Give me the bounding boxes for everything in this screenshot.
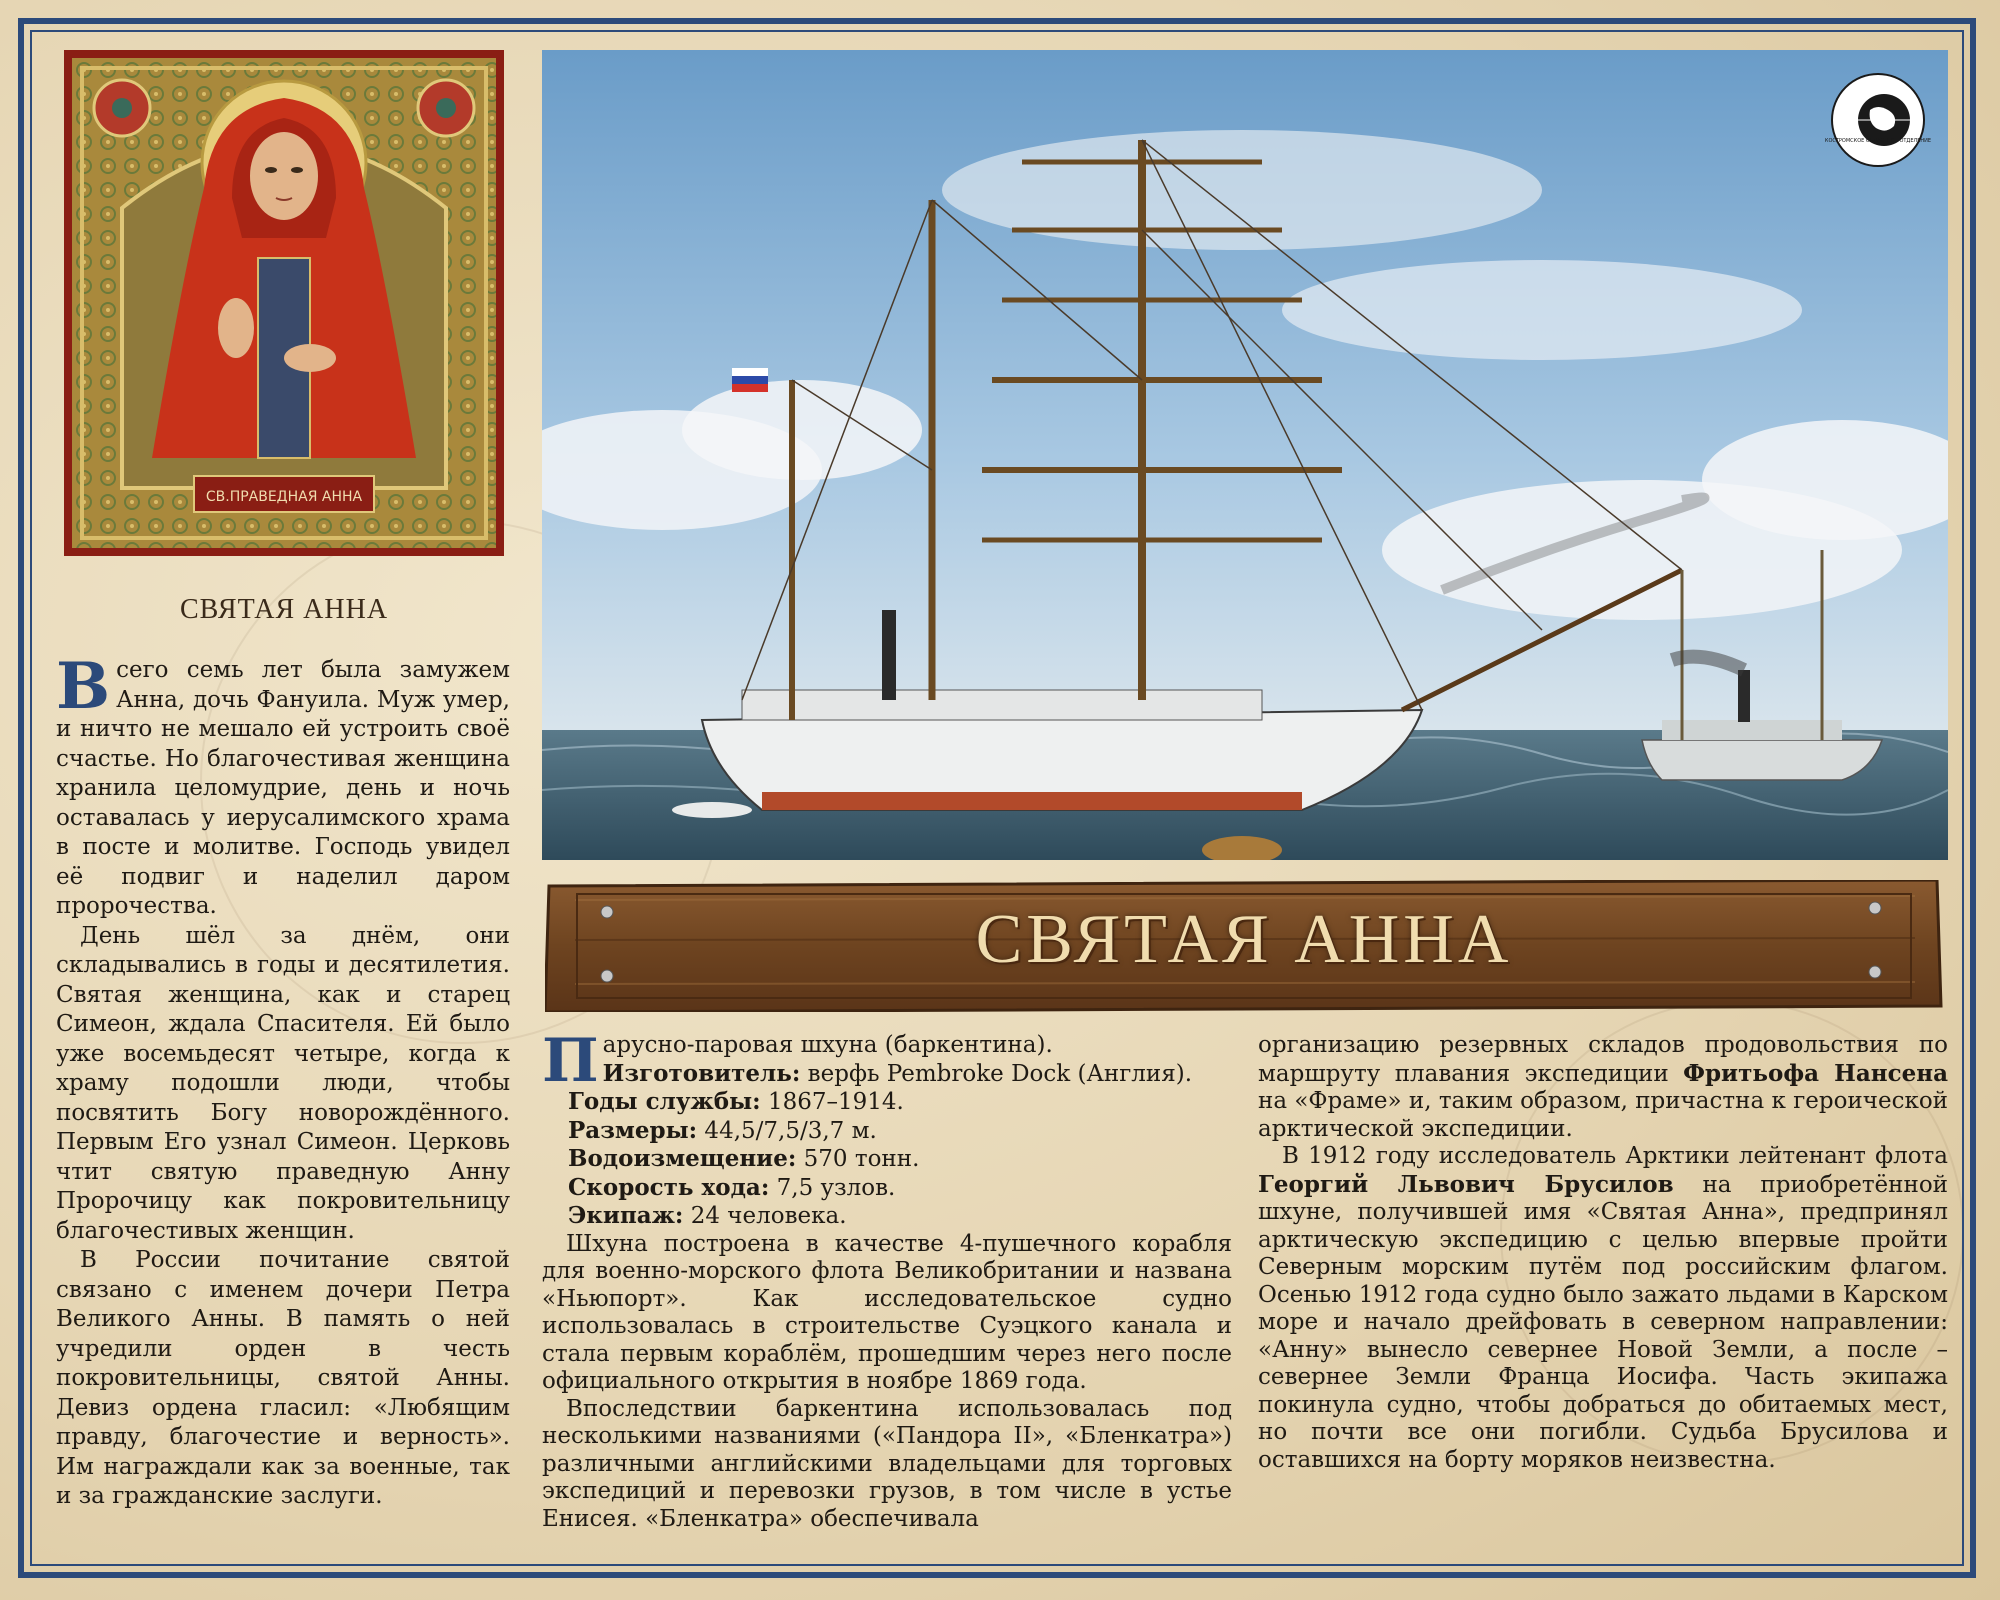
ship-intro: Парусно-паровая шхуна (баркентина). <box>542 1026 1053 1096</box>
drop-cap: В <box>56 649 111 724</box>
drop-cap: П <box>542 1026 599 1096</box>
spec-row: Водоизмещение: 570 тонн. <box>568 1145 920 1172</box>
spec-row: Скорость хода: 7,5 узлов. <box>568 1173 896 1201</box>
ship-painting <box>542 50 1948 860</box>
spec-row: Размеры: 44,5/7,5/3,7 м. <box>568 1116 877 1144</box>
left-paragraph-2: День шёл за днём, они складывались в годы и десятилетия. Святая женщина, как и старец Симеон, ждала Спасителя. Ей было уже восемьдесят четыре, когда к храму подошли люди, чтобы посвятить Богу новорождённого. Первым Его узнал Симеон. Церковь чтит святую праведную Анну Пророчицу как покровительницу благочестивых женщин. <box>56 922 510 1244</box>
icon-painting <box>72 58 496 548</box>
expedition-paragraph-2: В 1912 году исследователь Арктики лейтенант флота Георгий Львович Брусилов на приобретённой шхуне, получившей имя «Святая Анна», предпринял арктическую экспедицию с целью впервые пройти Северным морским путём под российским флагом. Осенью 1912 года судно было зажато льдами в Карском море и начало дрейфовать в северном направлении: «Анну» вынесло севернее Новой Земли, а после – севернее Земли Франца Иосифа. Часть экипажа покинула судно, чтобы добраться до обитаемых мест, но почти все они погибли. Судьба Брусилова и оставшихся на борту моряков неизвестна. <box>1258 1143 1948 1473</box>
geographic-society-logo <box>1828 70 1928 170</box>
ship-paragraph-1: Шхуна построена в качестве 4-пушечного корабля для военно-морского флота Великобритании и названа «Ньюпорт». Как исследовательское судно использовалась в строительстве Суэцкого канала и стала первым кораблём, прошедшим через него после официального открытия в ноябре 1869 года. <box>542 1230 1232 1394</box>
icon-inscription: СВ.ПРАВЕДНАЯ АННА <box>205 489 363 505</box>
ship-description-column <box>542 1026 1232 1533</box>
spec-row: Изготовитель: верфь Pembroke Dock (Англия). <box>602 1059 1192 1087</box>
logo-caption: КОСТРОМСКОЕ ОБЛАСТНОЕ ОТДЕЛЕНИЕ <box>1824 138 1932 144</box>
expedition-paragraph-1: организацию резервных складов продовольствия по маршруту плавания экспедиции Фритьофа Нансена на «Фраме» и, таким образом, причастна к героической арктической экспедиции. <box>1258 1032 1948 1142</box>
saint-anna-icon-image <box>64 50 504 556</box>
icon-caption: СВЯТАЯ АННА <box>179 594 389 625</box>
ship-paragraph-2: Впоследствии баркентина использовалась под несколькими названиями («Пандора II», «Бленкатра») различными английскими владельцами для торговых экспедиций и перевозки грузов, в том числе в устье Енисея. «Бленкатра» обеспечивала <box>542 1395 1232 1532</box>
spec-row: Годы службы: 1867–1914. <box>568 1088 904 1115</box>
left-paragraph-3: В России почитание святой связано с именем дочери Петра Великого Анны. В память о ней учредили орден в честь покровительницы, святой Анны. Девиз ордена гласил: «Любящим правду, благочестие и верность». Им награждали как за военные, так и за гражданские заслуги. <box>56 1247 510 1509</box>
spec-row: Экипаж: 24 человека. <box>568 1202 847 1229</box>
left-paragraph-1: Всего семь лет была замужем Анна, дочь Фануила. Муж умер, и ничто не мешало ей устроить своё счастье. Но благочестивая женщина хранила целомудрие, день и ночь оставалась у иерусалимского храма в посте и молитве. Господь увидел её подвиг и наделил даром пророчества. <box>56 649 510 919</box>
page-title: СВЯТАЯ АННА <box>975 901 1513 978</box>
left-text-column <box>56 649 510 1512</box>
expedition-column <box>1258 1032 1948 1474</box>
ship-painting-svg <box>542 50 1948 860</box>
